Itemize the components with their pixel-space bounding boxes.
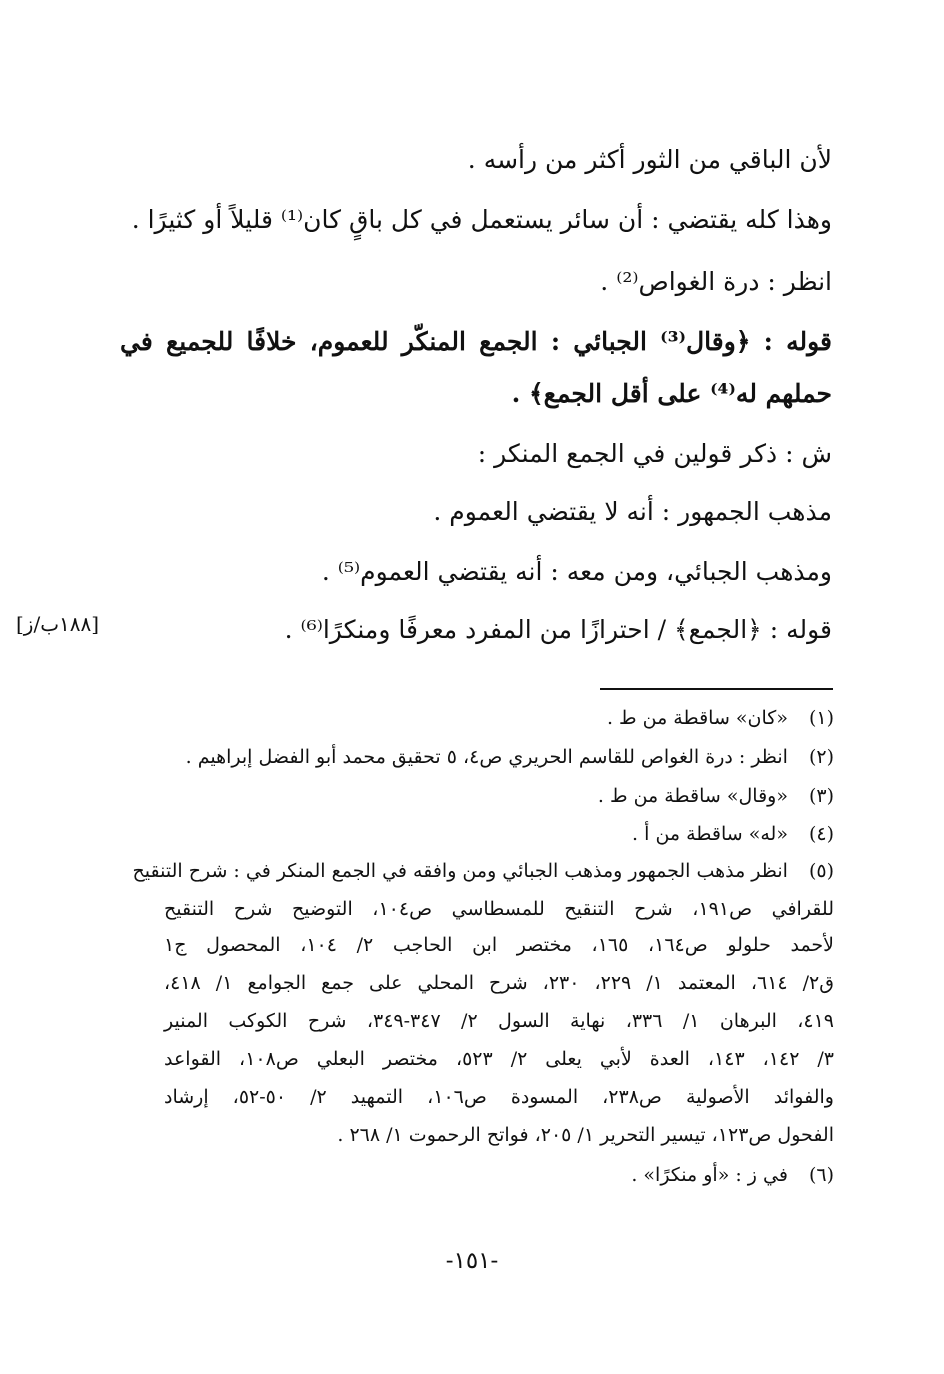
footnote-continuation-line: للقرافي ص١٩١، شرح التنقيح للمسطاسي ص١٠٤، التوضيح شرح التنقيح — [164, 898, 835, 920]
footnote-continuation-line: ٤١٩، البرهان ١/ ٣٣٦، نهاية السول ٢/ ٣٤٧-٣٤٩، شرح الكوكب المنير — [164, 1010, 835, 1032]
text-line: وهذا كله يقتضي : أن سائر يستعمل في كل باقٍ كان⁽¹⁾ قليلاً أو كثيرًا . — [131, 205, 832, 234]
text-line: انظر : درة الغواص⁽²⁾ . — [600, 267, 832, 296]
footnote — [124, 819, 834, 849]
manuscript-folio-note: [١٨٨ب/ز] — [16, 612, 100, 636]
footnote-separator — [600, 688, 833, 690]
footnote-continuation-line: ٣/ ١٤٢، ١٤٣، العدة لأبي يعلى ٢/ ٥٢٣، مختصر البعلي ص١٠٨، القواعد — [164, 1048, 834, 1070]
footnote-number: (٥) — [808, 860, 834, 882]
footnote — [124, 856, 834, 886]
text-line-bold: قوله : ﴿وقال⁽³⁾ الجبائي : الجمع المنكّر للعموم، خلافًا للجميع في — [120, 327, 833, 356]
text-line: ش : ذكر قولين في الجمع المنكر : — [477, 439, 832, 468]
text-line: لأن الباقي من الثور أكثر من رأسه . — [467, 145, 832, 174]
footnote-text: «وقال» ساقطة من ط . — [597, 785, 788, 807]
footnote-number: (٤) — [808, 823, 834, 845]
footnote — [124, 1160, 834, 1190]
footnote-text: انظر : درة الغواص للقاسم الحريري ص٤، ٥ تحقيق محمد أبو الفضل إبراهيم . — [185, 746, 788, 768]
footnote — [124, 742, 834, 772]
footnote-continuation-line: الفحول ص١٢٣، تيسير التحرير ١/ ٢٠٥، فواتح الرحموت ١/ ٢٦٨ . — [337, 1124, 834, 1146]
footnote-number: (٢) — [808, 746, 834, 768]
text-line: مذهب الجمهور : أنه لا يقتضي العموم . — [433, 497, 832, 526]
text-line-bold: حملهم له⁽⁴⁾ على أقل الجمع﴾ . — [511, 379, 832, 408]
footnote-text: «كان» ساقطة من ط . — [606, 707, 788, 729]
text-line: ومذهب الجبائي، ومن معه : أنه يقتضي العموم⁽⁵⁾ . — [321, 557, 832, 586]
footnote — [124, 781, 834, 811]
footnote-continuation-line: ق٢/ ٦١٤، المعتمد ١/ ٢٢٩، ٢٣٠، شرح المحلي على جمع الجوامع ١/ ٤١٨، — [164, 972, 835, 994]
page-number: -١٥١- — [445, 1248, 499, 1274]
footnote-number: (٦) — [808, 1164, 834, 1186]
footnote — [124, 703, 834, 733]
footnote-text: انظر مذهب الجمهور ومذهب الجبائي ومن وافقه في الجمع المنكر في : شرح التنقيح — [132, 860, 788, 882]
footnote-continuation-line: والفوائد الأصولية ص٢٣٨، المسودة ص١٠٦، التمهيد ٢/ ٥٠-٥٢، إرشاد — [164, 1086, 834, 1108]
footnote-continuation-line: لأحمد حلولو ص١٦٤، ١٦٥، مختصر ابن الحاجب ٢/ ١٠٤، المحصول ج١ — [164, 934, 835, 956]
footnote-text: «له» ساقطة من أ . — [632, 823, 788, 845]
footnote-number: (٣) — [808, 785, 834, 807]
footnote-text: في ز : «أو منكرًا» . — [631, 1164, 788, 1186]
text-line: قوله : ﴿الجمع﴾ / احترازًا من المفرد معرفًا ومنكرًا⁽⁶⁾ . — [284, 615, 832, 644]
footnote-number: (١) — [808, 707, 834, 729]
